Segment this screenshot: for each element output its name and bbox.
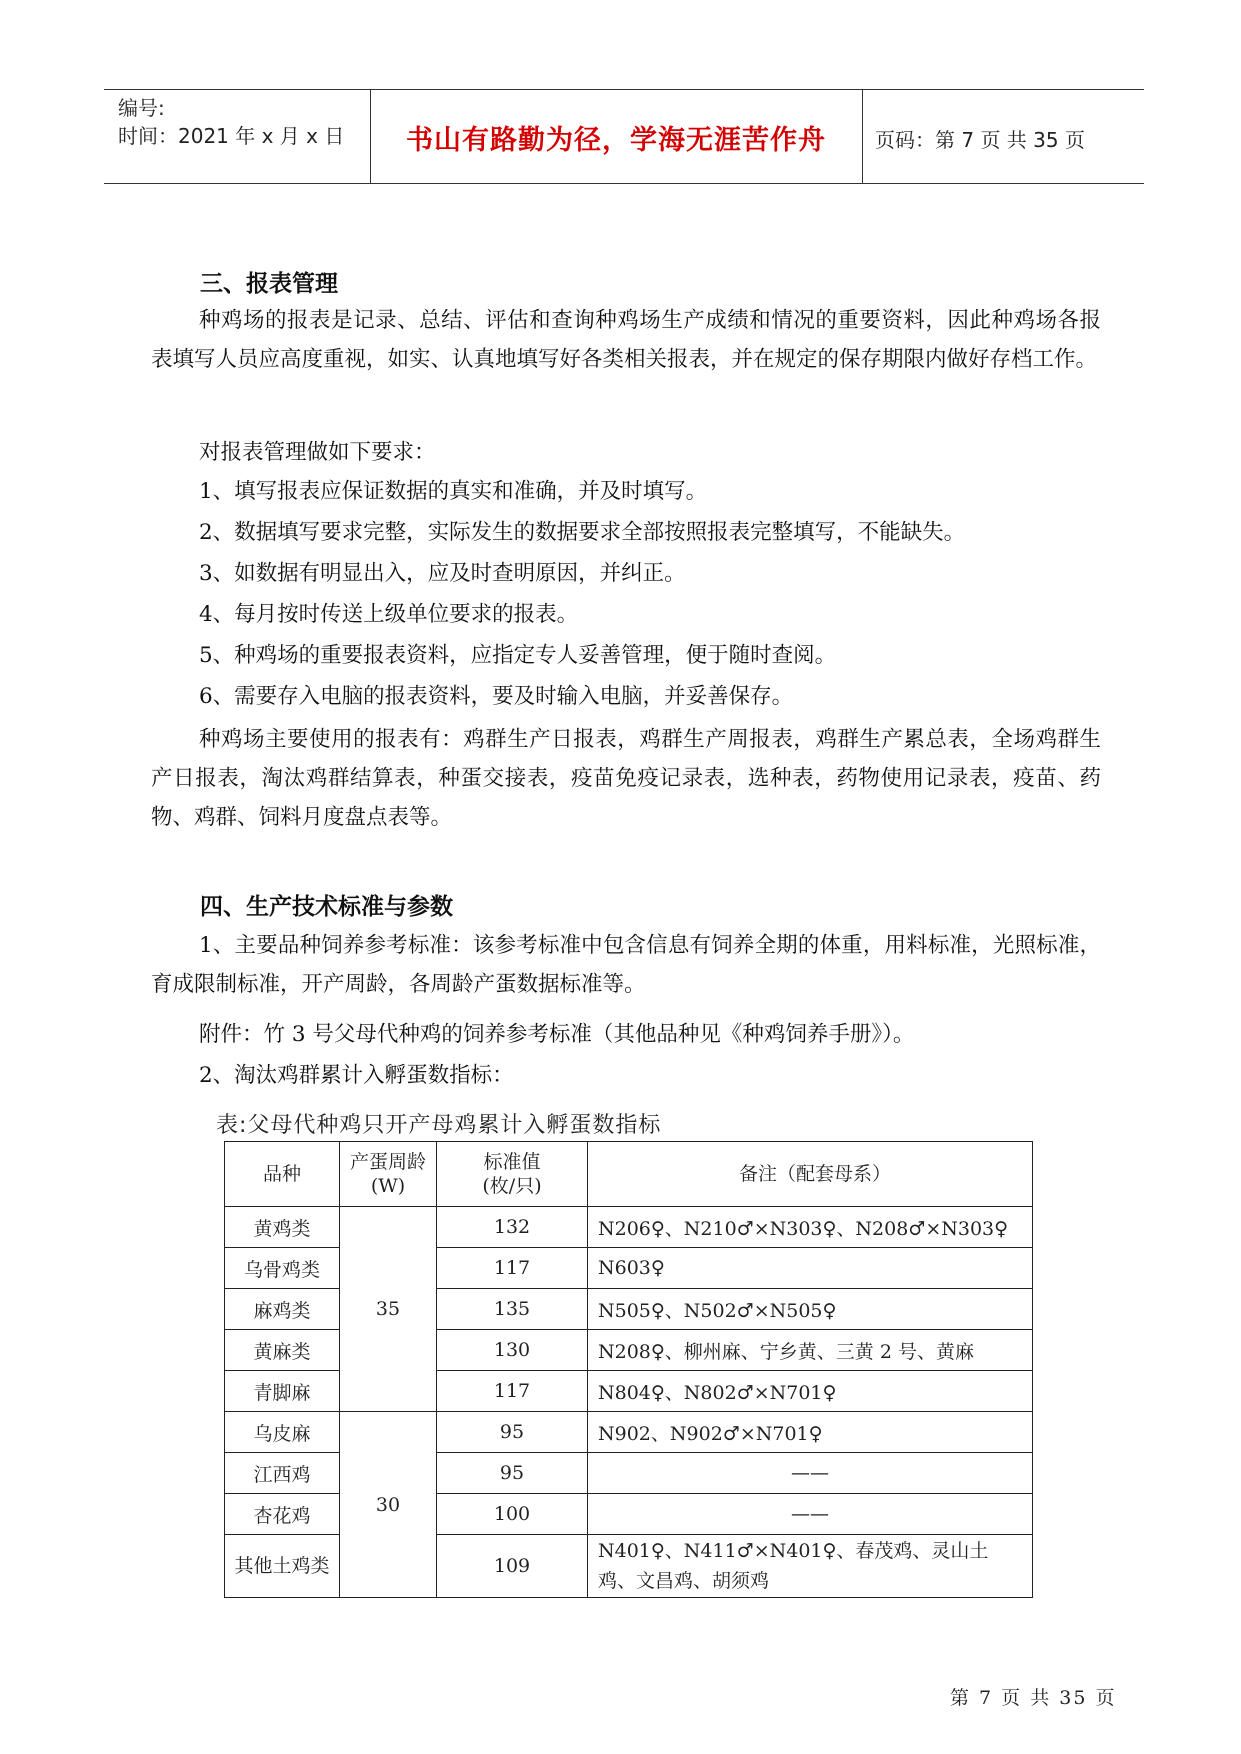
- header-divider-left: [370, 89, 371, 183]
- section4-item2: 2、淘汰鸡群累计入孵蛋数指标：: [199, 1063, 514, 1088]
- header-motto: 书山有路勤为径，学海无涯苦作舟: [406, 125, 826, 156]
- header-meta: [118, 94, 344, 150]
- section4-item1: [151, 926, 1101, 1004]
- hatching-egg-standard-table: [224, 1141, 1033, 1598]
- header-top-rule: [104, 89, 1144, 90]
- cell-breed: 其他土鸡类: [225, 1535, 340, 1598]
- page-footer: 第 7 页 共 35 页: [950, 1687, 1117, 1709]
- cell-breed: 乌皮麻: [225, 1412, 340, 1453]
- requirement-item: 4、每月按时传送上级单位要求的报表。: [199, 602, 579, 627]
- cell-value: 117: [437, 1371, 588, 1412]
- section3-title: 三、报表管理: [200, 271, 338, 297]
- table-caption: 表:父母代种鸡只开产母鸡累计入孵蛋数指标: [216, 1113, 662, 1138]
- section3-intro: [151, 301, 1101, 379]
- cell-note: N902、N902♂×N701♀: [588, 1412, 1033, 1453]
- cell-breed: 青脚麻: [225, 1371, 340, 1412]
- col-header-breed: 品种: [225, 1142, 340, 1207]
- header-divider-right: [862, 89, 863, 183]
- doc-number-label: 编号:: [118, 96, 165, 120]
- requirement-item: 6、需要存入电脑的报表资料，要及时输入电脑，并妥善保存。: [199, 684, 794, 709]
- requirement-item: 3、如数据有明显出入，应及时查明原因，并纠正。: [199, 561, 686, 586]
- cell-breed: 黄麻类: [225, 1330, 340, 1371]
- section4-title: 四、生产技术标准与参数: [200, 894, 453, 920]
- requirement-item: 5、种鸡场的重要报表资料，应指定专人妥善管理，便于随时查阅。: [199, 643, 837, 668]
- section4-item1-text: 1、主要品种饲养参考标准：该参考标准中包含信息有饲养全期的体重，用料标准，光照标准，育成限制标准，开产周龄，各周龄产蛋数据标准等。: [151, 933, 1101, 997]
- cell-week-group2: 30: [340, 1412, 437, 1598]
- cell-breed: 麻鸡类: [225, 1289, 340, 1330]
- table-row: [225, 1207, 1033, 1248]
- cell-value: 132: [437, 1207, 588, 1248]
- table-row: [225, 1412, 1033, 1453]
- header-bottom-rule: [104, 183, 1144, 184]
- cell-breed: 黄鸡类: [225, 1207, 340, 1248]
- requirements-intro: 对报表管理做如下要求：: [199, 440, 436, 465]
- cell-breed: 江西鸡: [225, 1453, 340, 1494]
- cell-note: N603♀: [588, 1248, 1033, 1289]
- cell-value: 109: [437, 1535, 588, 1598]
- col-header-value: 标准值 (枚/只): [437, 1142, 588, 1207]
- cell-note: N804♀、N802♂×N701♀: [588, 1371, 1033, 1412]
- requirement-item: 1、填写报表应保证数据的真实和准确，并及时填写。: [199, 479, 708, 504]
- cell-note: N206♀、N210♂×N303♀、N208♂×N303♀: [588, 1207, 1033, 1248]
- col-header-week: 产蛋周龄 (W): [340, 1142, 437, 1207]
- cell-value: 95: [437, 1453, 588, 1494]
- cell-note: ——: [588, 1453, 1033, 1494]
- cell-note: ——: [588, 1494, 1033, 1535]
- requirement-item: 2、数据填写要求完整，实际发生的数据要求全部按照报表完整填写，不能缺失。: [199, 520, 966, 545]
- cell-value: 100: [437, 1494, 588, 1535]
- cell-note: N505♀、N502♂×N505♀: [588, 1289, 1033, 1330]
- cell-value: 95: [437, 1412, 588, 1453]
- attachment-note: 附件：竹 3 号父母代种鸡的饲养参考标准（其他品种见《种鸡饲养手册》）。: [199, 1022, 915, 1047]
- cell-breed: 乌骨鸡类: [225, 1248, 340, 1289]
- section3-intro-text: 种鸡场的报表是记录、总结、评估和查询种鸡场生产成绩和情况的重要资料，因此种鸡场各报表填写人员应高度重视，如实、认真地填写好各类相关报表，并在规定的保存期限内做好存档工作。: [151, 308, 1101, 372]
- cell-breed: 杏花鸡: [225, 1494, 340, 1535]
- cell-note: N208♀、柳州麻、宁乡黄、三黄 2 号、黄麻: [588, 1330, 1033, 1371]
- cell-value: 135: [437, 1289, 588, 1330]
- header-page-info: 页码：第 7 页 共 35 页: [875, 128, 1085, 152]
- table-header-row: [225, 1142, 1033, 1207]
- doc-time-label: 时间：2021 年 x 月 x 日: [118, 124, 345, 148]
- cell-note: N401♀、N411♂×N401♀、春茂鸡、灵山土 鸡、文昌鸡、胡须鸡: [588, 1535, 1033, 1598]
- cell-value: 117: [437, 1248, 588, 1289]
- cell-week-group1: 35: [340, 1207, 437, 1412]
- cell-value: 130: [437, 1330, 588, 1371]
- col-header-note: 备注（配套母系）: [588, 1142, 1033, 1207]
- main-reports-text: 种鸡场主要使用的报表有：鸡群生产日报表，鸡群生产周报表，鸡群生产累总表，全场鸡群生产日报表，淘汰鸡群结算表，种蛋交接表，疫苗免疫记录表，选种表，药物使用记录表，疫苗、药物、鸡群、饲料月度盘点表等。: [151, 727, 1101, 830]
- main-reports-paragraph: [151, 720, 1101, 837]
